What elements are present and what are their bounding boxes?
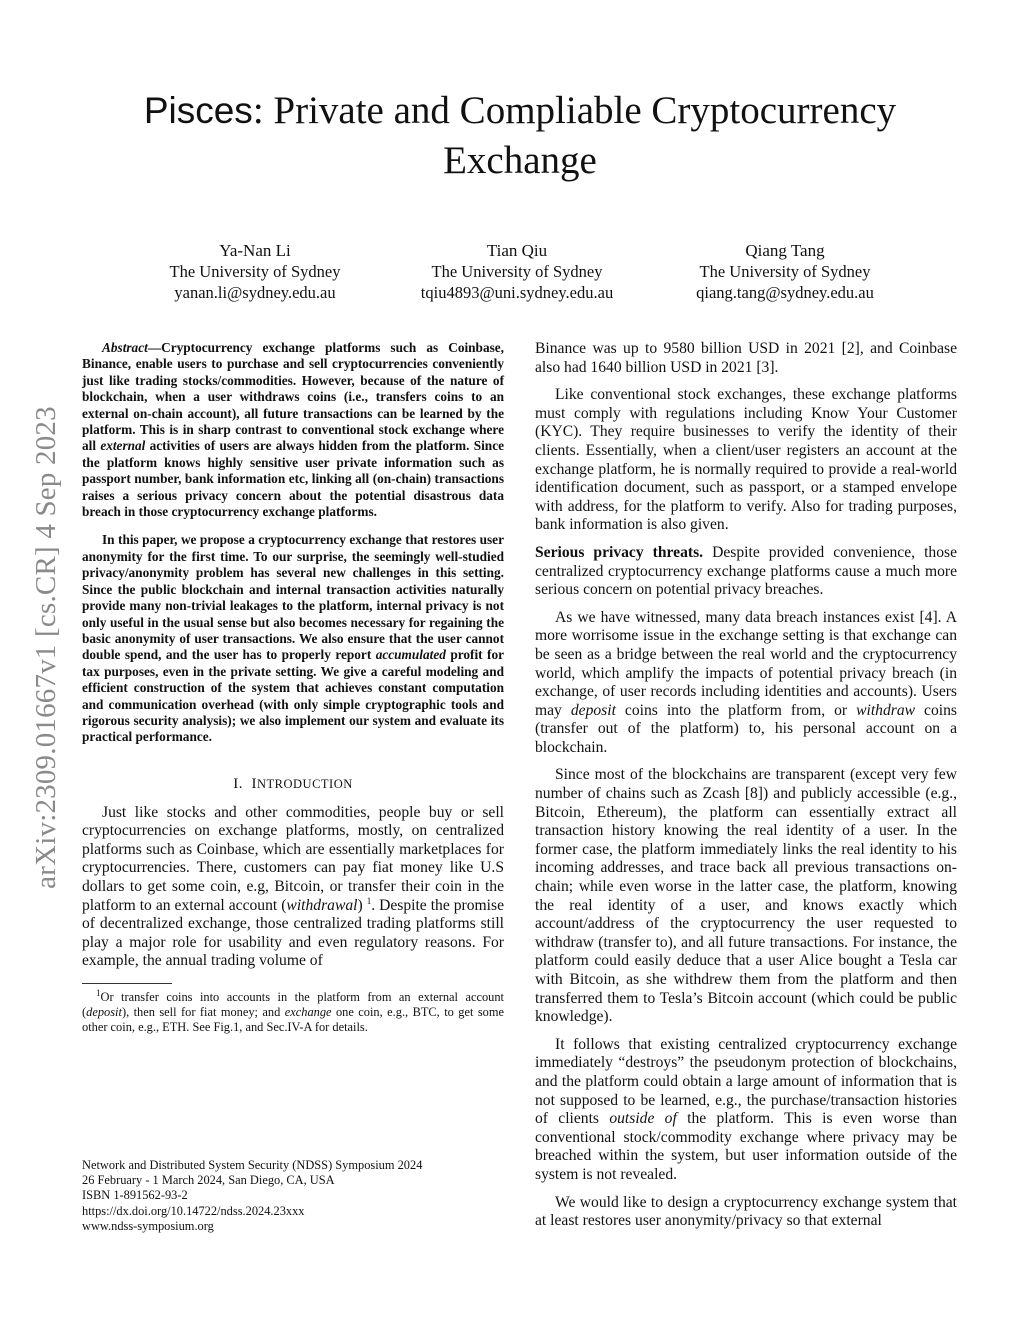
abstract-paragraph-1 [82, 340, 504, 520]
footnote-emphasis: exchange [284, 1005, 332, 1019]
body-text: the platform. This is even worse than conventional stock/commodity exchange where privacy may be breached within the system, but user information outside of the system is not revealed. [535, 1110, 957, 1183]
left-column [82, 340, 504, 1035]
section-title-rest: NTRODUCTION [256, 776, 353, 791]
arxiv-id[interactable]: arXiv:2309.01667v1 [cs.CR] 4 Sep 2023 [29, 406, 62, 889]
body-text: Just like stocks and other commodities, people buy or sell cryptocurrencies on exchange platforms, mostly, on centralized platforms such as Coinbase, which are essentially marketplaces for cryptocurrencies. There, customers can pay fiat money like U.S dollars to get some coin, e.g, Bitcoin, or transfer their coin in the platform to an external account ( [82, 803, 504, 914]
right-paragraph-5 [535, 1036, 957, 1185]
venue-line: Network and Distributed System Security (NDSS) Symposium 2024 [82, 1158, 423, 1172]
author-name: Tian Qiu [486, 241, 548, 260]
footnote-text: one coin, e.g., BTC, to get some other coin, e.g., ETH. See Fig.1, and Sec.IV-A for details. [82, 1005, 504, 1034]
body-text: It follows that existing centralized cryptocurrency exchange immediately “destroys” the pseudonym protection of blockchains, and the platform could obtain a large amount of information that is not supposed to be learned, e.g., the purchase/transaction histories of clients [535, 1035, 957, 1128]
abstract-text: profit for tax purposes, even in the private setting. We give a careful modeling and efficient construction of the system that achieves constant computation and communication overhead (with only simple cryptographic tools and rigorous security analysis); we also implement our system and evaluate its practical performance. [82, 647, 504, 745]
body-emphasis: withdrawal [286, 896, 358, 914]
footnote-1 [82, 987, 504, 1035]
section-heading-introduction [82, 776, 504, 794]
footnote-divider [82, 983, 172, 984]
title-system-name: Pisces [143, 90, 253, 131]
intro-paragraph-1 [82, 804, 504, 971]
right-paragraph-3 [535, 609, 957, 758]
title-rest: : Private and Compliable Cryptocurrency Exchange [252, 89, 897, 182]
right-paragraph-1: Like conventional stock exchanges, these exchange platforms must comply with regulations including Know Your Customer (KYC). They require businesses to verify the identity of their clients. Essentially, when a client/user registers an account at the exchange platform, he is normally required to provide a real-world identification document, such as passport, or a stamped envelope with address, for the platform to verify. Also for trading purposes, bank information is also given. [535, 386, 957, 534]
venue-doi-link[interactable]: https://dx.doi.org/10.14722/ndss.2024.23xxx [82, 1203, 305, 1218]
footnote-text: ), then sell for fiat money; and [121, 1005, 285, 1019]
paper-title [110, 86, 930, 186]
venue-line: 26 February - 1 March 2024, San Diego, CA, USA [82, 1173, 335, 1188]
right-column [535, 340, 957, 1240]
body-emphasis: outside of [609, 1110, 677, 1128]
body-text: coins into the platform from, or [615, 701, 857, 719]
body-emphasis: deposit [570, 701, 616, 719]
runin-heading: Serious privacy threats. [535, 543, 704, 561]
venue-website-link[interactable]: www.ndss-symposium.org [82, 1218, 214, 1233]
body-text: Despite provided convenience, those centralized cryptocurrency exchange platforms cause a much more serious concern on potential privacy breaches. [535, 543, 957, 599]
author-name: Ya-Nan Li [219, 241, 291, 260]
abstract-dash: — [147, 340, 162, 355]
abstract-paragraph-2 [82, 532, 504, 745]
abstract-text: Cryptocurrency exchange platforms such as Coinbase, Binance, enable users to purchase and sell cryptocurrencies conveniently just like trading stocks/commodities. However, because of the nature of blockchain, when a user withdraws coins (i.e., transfers coins to an external on-chain account), all future transactions can be learned by the platform. This is in sharp contrast to conventional stock exchange where all [82, 340, 504, 454]
right-paragraph-0: Binance was up to 9580 billion USD in 2021 [2], and Coinbase also had 1640 billion USD in 2021 [3]. [535, 340, 957, 376]
body-text: ) [357, 896, 367, 914]
author-block-1 [125, 240, 385, 303]
author-block-2 [387, 240, 647, 303]
arxiv-stamp [22, 365, 70, 930]
footnote-text: Or transfer coins into accounts in the platform from an external account ( [82, 990, 504, 1019]
author-affiliation: The University of Sydney [431, 262, 603, 281]
abstract-label: Abstract [102, 340, 148, 355]
author-name: Qiang Tang [745, 241, 825, 260]
abstract-text: activities of users are always hidden from the platform. Since the platform knows highly sensitive user private information such as passport number, bank information etc, linking all (on-chain) transactions raises a serious privacy concern about the potential disastrous data breach in those cryptocurrency exchange platforms. [82, 438, 504, 520]
footnote-reference[interactable]: 1 [366, 895, 372, 906]
abstract-text: In this paper, we propose a cryptocurrency exchange that restores user anonymity for the first time. To our surprise, the seemingly well-studied privacy/anonymity problem has several new challenges in this setting. Since the public blockchain and internal transaction activities naturally provide many non-trivial leakages to the platform, internal privacy is not only useful in the usual sense but also becomes necessary for regaining the basic anonymity of user transactions. We also ensure that the user cannot double spend, and the user has to properly report [82, 532, 504, 663]
author-affiliation: The University of Sydney [699, 262, 871, 281]
venue-info [82, 1158, 502, 1234]
abstract-emphasis: external [100, 438, 146, 454]
abstract-emphasis: accumulated [375, 647, 446, 663]
right-paragraph-4: Since most of the blockchains are transparent (except very few number of chains such as Zcash [8]) and publicly accessible (e.g., Bitcoin, Ethereum), the platform can essentially extract all transaction history knowing the real identity of a user. In the former case, the platform immediately links the real identity to his incoming addresses, and trace back all previous transactions on-chain; while even worse in the latter case, the platform, knowing the real identity of a user, and knows exactly which account/address of the cryptocurrency the user requested to withdraw (transfer to), and all future transactions. For instance, the platform could easily deduce that a user Alice bought a Tesla car with Bitcoin, as she withdrew them from the platform and then transferred them to Tesla’s Bitcoin account (which could be public knowledge). [535, 766, 957, 1026]
right-paragraph-2 [535, 544, 957, 600]
right-paragraph-6: We would like to design a cryptocurrency exchange system that at least restores user anonymity/privacy so that external [535, 1193, 957, 1230]
body-text: coins (transfer out of the platform) to, his personal account on a blockchain. [535, 701, 957, 756]
body-emphasis: withdraw [856, 701, 916, 719]
venue-line: ISBN 1-891562-93-2 [82, 1188, 188, 1203]
section-number: I. [233, 775, 243, 792]
footnote-emphasis: deposit [86, 1005, 122, 1019]
author-email[interactable]: tqiu4893@uni.sydney.edu.au [420, 283, 614, 302]
author-email[interactable]: qiang.tang@sydney.edu.au [696, 283, 874, 302]
author-affiliation: The University of Sydney [169, 262, 341, 281]
author-block-3 [655, 240, 915, 303]
body-text: . Despite the promise of decentralized exchange, those centralized trading platforms still play a major role for usability and even regulatory reasons. For example, the annual trading volume of [82, 896, 504, 970]
author-email[interactable]: yanan.li@sydney.edu.au [174, 283, 336, 302]
section-title-initial: I [251, 775, 257, 792]
footnote-mark: 1 [96, 987, 101, 998]
body-text: As we have witnessed, many data breach instances exist [4]. A more worrisome issue in the exchange setting is that exchange can be seen as a bridge between the real world and the cryptocurrency world, which amplify the impacts of potential privacy breach (in exchange, of user records including identities and accounts). Users may [535, 608, 957, 719]
